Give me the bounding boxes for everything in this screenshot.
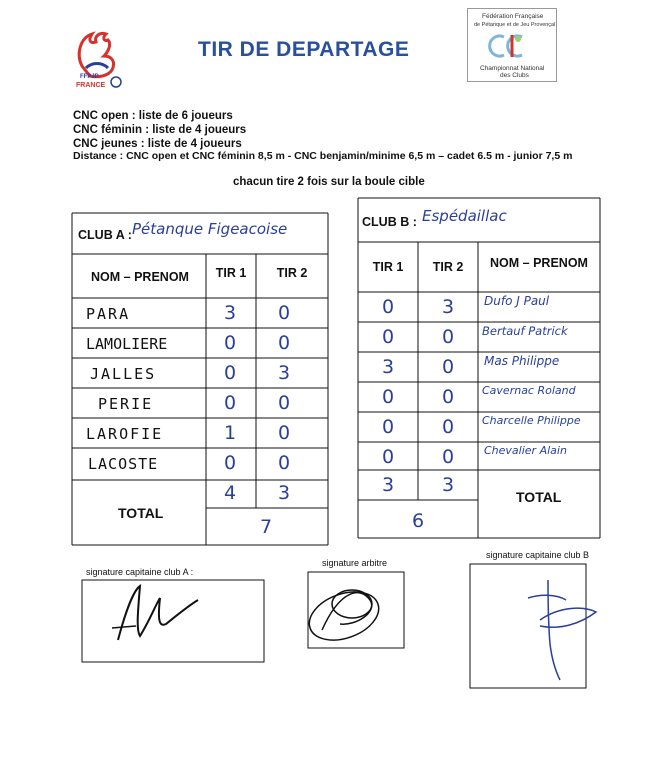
club-a-header-tir2: TIR 2 bbox=[276, 266, 308, 280]
info-line-distance: Distance : CNC open et CNC féminin 8,5 m - CNC benjamin/minime 6,5 m – cadet 6.5 m - junior 7,5 m bbox=[73, 150, 573, 162]
club-b-player-6-tir2: 0 bbox=[441, 446, 455, 468]
logo-text-france: FRANCE bbox=[76, 82, 106, 89]
signature-club-a-scribble bbox=[118, 586, 198, 640]
club-b-name: Espédaillac bbox=[422, 207, 507, 225]
club-a-player-1-tir1: 3 bbox=[223, 302, 237, 324]
club-b-player-4: Cavernac Roland bbox=[482, 384, 576, 397]
club-a-player-1: PARA bbox=[86, 305, 131, 323]
club-a-total-label: TOTAL bbox=[118, 505, 164, 521]
info-line-jeunes: CNC jeunes : liste de 4 joueurs bbox=[73, 138, 242, 150]
club-a-player-5-tir1: 1 bbox=[223, 422, 237, 444]
club-a-player-5-tir2: 0 bbox=[277, 422, 291, 444]
club-a-player-4: PERIE bbox=[98, 395, 154, 413]
club-a-subtotal-tir1: 4 bbox=[223, 482, 237, 504]
club-a-subtotal-tir2: 3 bbox=[277, 482, 291, 504]
club-b-label: CLUB B : bbox=[362, 215, 417, 229]
info-line-feminin: CNC féminin : liste de 4 joueurs bbox=[73, 124, 247, 136]
club-a-player-4-tir2: 0 bbox=[277, 392, 291, 414]
logo-text-ffpjp: FFPJP bbox=[80, 74, 99, 80]
club-a-player-6-tir1: 0 bbox=[223, 452, 237, 474]
club-b-player-1-tir1: 0 bbox=[381, 296, 395, 318]
club-a-player-6-tir2: 0 bbox=[277, 452, 291, 474]
club-a-label: CLUB A : bbox=[78, 228, 132, 242]
club-a-player-3-tir2: 3 bbox=[277, 362, 291, 384]
rule-text: chacun tire 2 fois sur la boule cible bbox=[233, 176, 425, 188]
club-b-player-3-tir1: 3 bbox=[381, 356, 395, 378]
club-a-player-2: LAMOLIERE bbox=[86, 335, 168, 353]
club-a-player-6: LACOSTE bbox=[88, 455, 159, 473]
club-a-header-name: NOM – PRENOM bbox=[91, 270, 189, 284]
club-a-player-3: JALLES bbox=[90, 365, 157, 383]
club-b-player-5-tir1: 0 bbox=[381, 416, 395, 438]
club-a-player-2-tir2: 0 bbox=[277, 332, 291, 354]
club-b-total: 6 bbox=[411, 510, 425, 532]
club-b-player-1-tir2: 3 bbox=[441, 296, 455, 318]
club-b-header-tir2: TIR 2 bbox=[432, 260, 464, 274]
signature-label-club-a: signature capitaine club A : bbox=[86, 567, 194, 577]
club-a-header-tir1: TIR 1 bbox=[215, 266, 247, 280]
club-b-player-1: Dufo J Paul bbox=[484, 294, 550, 308]
club-a-player-5: LAROFIE bbox=[86, 425, 164, 443]
cnc-logo-line3: Championnat National bbox=[480, 65, 545, 72]
club-b-subtotal-tir1: 3 bbox=[381, 474, 395, 496]
signature-label-club-b: signature capitaine club B bbox=[486, 550, 590, 560]
club-b-player-6: Chevalier Alain bbox=[484, 444, 567, 457]
cnc-logo-line2: de Pétanque et de Jeu Provençal bbox=[474, 22, 556, 28]
club-b-subtotal-tir2: 3 bbox=[441, 474, 455, 496]
info-line-open: CNC open : liste de 6 joueurs bbox=[73, 110, 233, 122]
signature-label-arbitre: signature arbitre bbox=[322, 558, 388, 568]
club-b-player-5: Charcelle Philippe bbox=[482, 414, 581, 427]
cnc-logo-line1: Fédération Française bbox=[482, 13, 544, 20]
club-a-player-1-tir2: 0 bbox=[277, 302, 291, 324]
club-b-player-4-tir2: 0 bbox=[441, 386, 455, 408]
club-a-player-4-tir1: 0 bbox=[223, 392, 237, 414]
cnc-logo-line4: des Clubs bbox=[500, 72, 529, 79]
club-a-player-3-tir1: 0 bbox=[223, 362, 237, 384]
club-b-player-3-tir2: 0 bbox=[441, 356, 455, 378]
club-b-player-4-tir1: 0 bbox=[381, 386, 395, 408]
club-b-header-name: NOM – PRENOM bbox=[490, 256, 588, 270]
club-b-header-tir1: TIR 1 bbox=[372, 260, 404, 274]
club-b-player-2-tir2: 0 bbox=[441, 326, 455, 348]
signature-arbitre-scribble bbox=[303, 583, 386, 649]
club-b-player-2-tir1: 0 bbox=[381, 326, 395, 348]
club-a-player-2-tir1: 0 bbox=[223, 332, 237, 354]
club-b-player-3: Mas Philippe bbox=[484, 354, 560, 368]
club-b-player-6-tir1: 0 bbox=[381, 446, 395, 468]
page-title: TIR DE DEPARTAGE bbox=[198, 38, 410, 61]
club-a-name: Pétanque Figeacoise bbox=[132, 220, 288, 238]
club-a-total: 7 bbox=[259, 516, 273, 538]
club-b-total-label: TOTAL bbox=[516, 489, 562, 505]
club-b-player-2: Bertauf Patrick bbox=[482, 324, 568, 338]
club-b-player-5-tir2: 0 bbox=[441, 416, 455, 438]
